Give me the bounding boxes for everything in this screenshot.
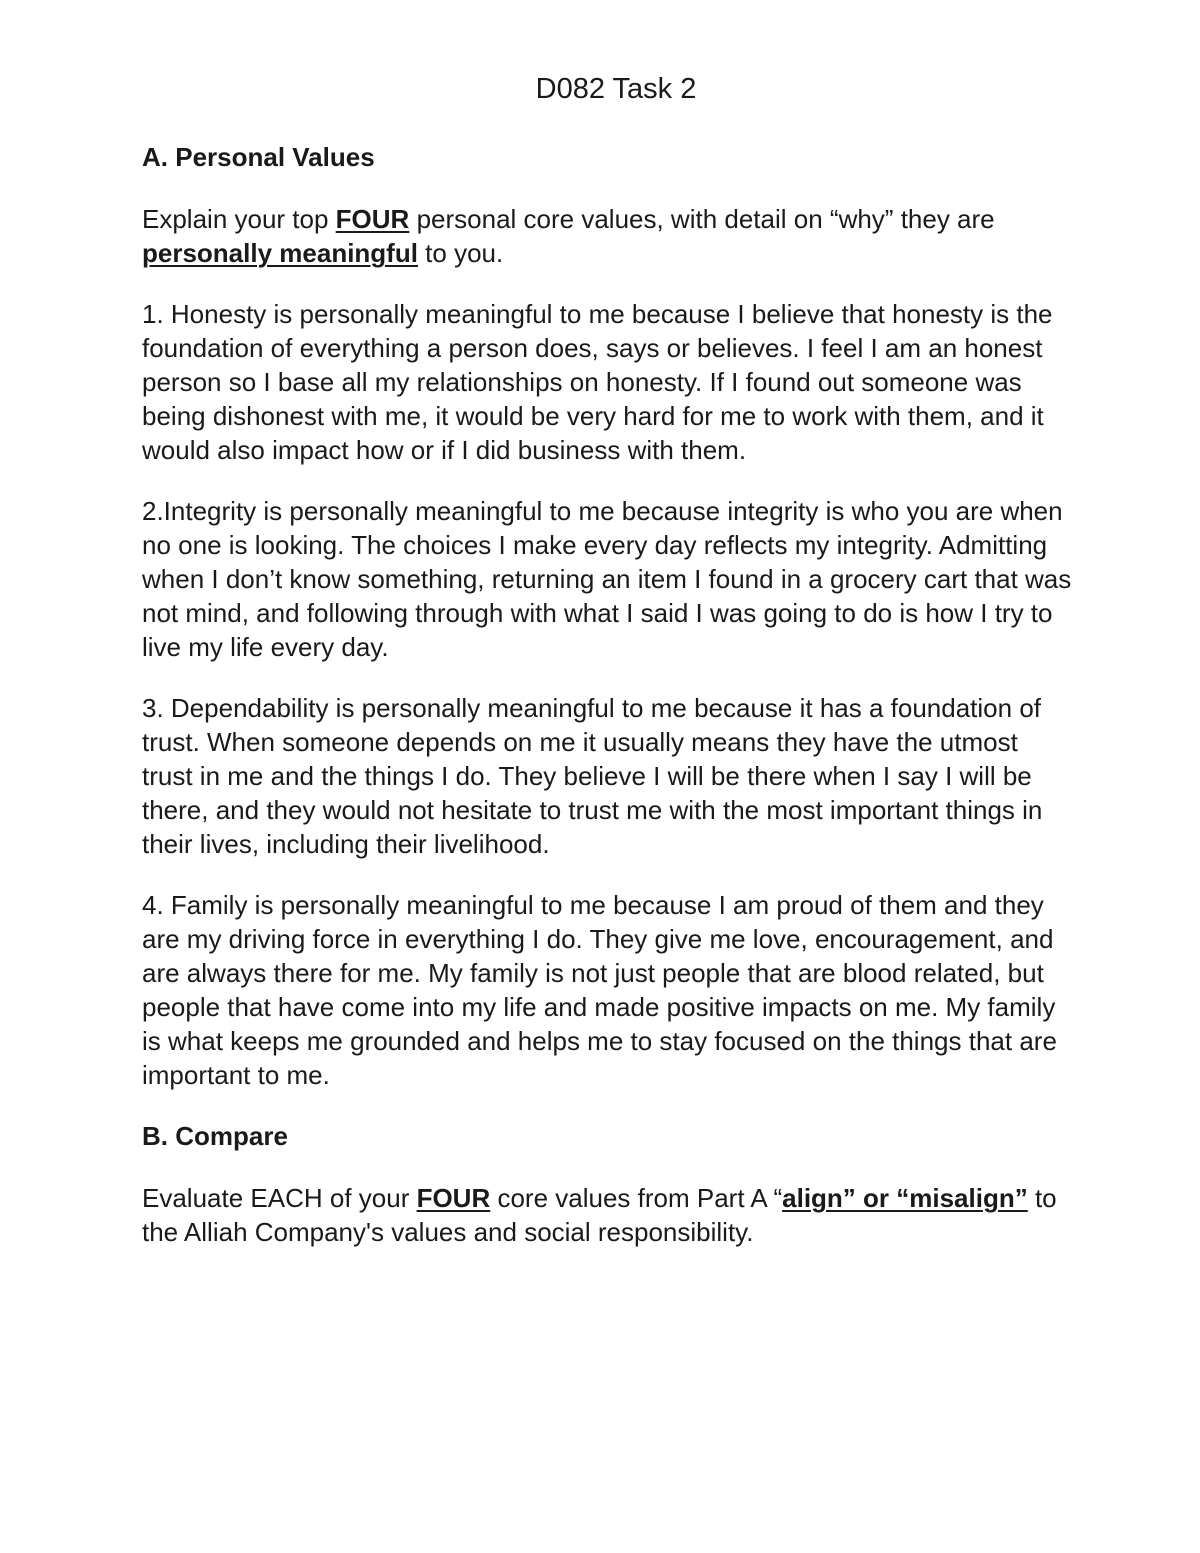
value-paragraph-integrity: 2.Integrity is personally meaningful to me because integrity is who you are when no one is looking. The choices I make every day reflects my integrity. Admitting when I don’t know something, returning an item I found in a grocery cart that was not mind, and following through with what I said I was going to do is how I try to live my life every day. xyxy=(142,496,1072,662)
section-a-heading: A. Personal Values xyxy=(142,142,375,172)
prompt-text: to you. xyxy=(417,238,504,268)
prompt-text: core values from Part A “ xyxy=(490,1183,783,1213)
prompt-emphasis: FOUR xyxy=(335,204,410,234)
document-body xyxy=(142,70,1072,1276)
document-title: D082 Task 2 xyxy=(535,73,697,105)
section-b-prompt xyxy=(142,1181,1072,1249)
prompt-text: Evaluate EACH of your xyxy=(142,1183,417,1213)
value-paragraph-family: 4. Family is personally meaningful to me because I am proud of them and they are my driving force in everything I do. They give me love, encouragement, and are always there for me. My family is not just people that are blood related, but people that have come into my life and made positive impacts on me. My family is what keeps me grounded and helps me to stay focused on the things that are important to me. xyxy=(142,890,1057,1090)
prompt-text: Explain your top xyxy=(142,204,336,234)
value-paragraph-dependability: 3. Dependability is personally meaningful to me because it has a foundation of trust. When someone depends on me it usually means they have the utmost trust in me and the things I do. They believe I will be there when I say I will be there, and they would not hesitate to trust me with the most important things in their lives, including their livelihood. xyxy=(142,693,1043,859)
prompt-emphasis: FOUR xyxy=(416,1183,491,1213)
prompt-text: to the Alliah Company's values and social responsibility. xyxy=(142,1183,1057,1247)
section-a-prompt xyxy=(142,202,1072,270)
value-paragraph-honesty: 1. Honesty is personally meaningful to me because I believe that honesty is the foundation of everything a person does, says or believes. I feel I am an honest person so I base all my relationships on honesty. If I found out someone was being dishonest with me, it would be very hard for me to work with them, and it would also impact how or if I did business with them. xyxy=(142,299,1053,465)
prompt-text: personal core values, with detail on “why” they are xyxy=(409,204,995,234)
section-b-heading: B. Compare xyxy=(142,1121,288,1151)
prompt-emphasis: align” or “misalign” xyxy=(782,1183,1028,1213)
prompt-emphasis: personally meaningful xyxy=(142,238,418,268)
